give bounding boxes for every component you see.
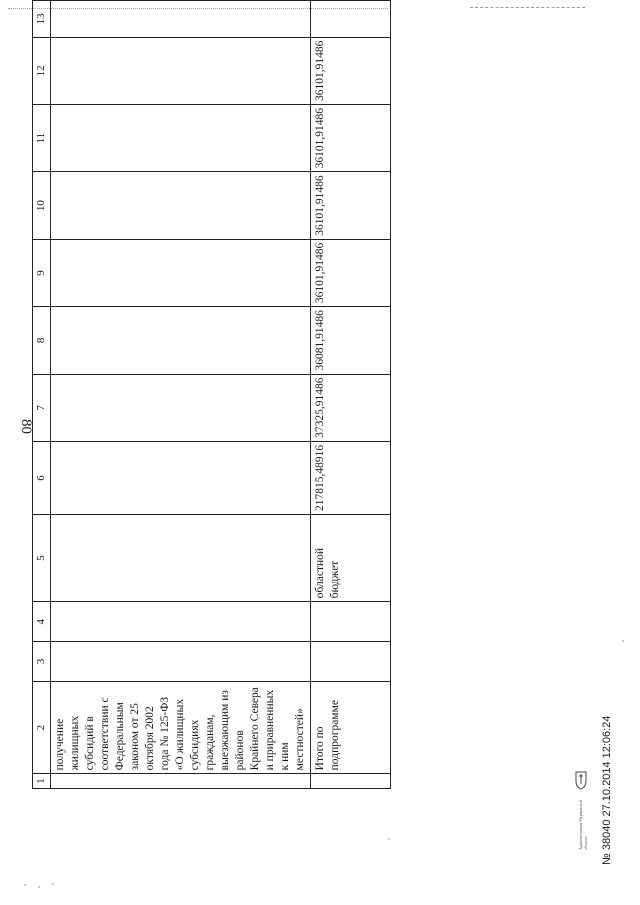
col-8-header: 8 (33, 307, 51, 374)
cell-amount: 36101,91486 (311, 105, 391, 172)
col-10-header: 10 (33, 172, 51, 239)
cell (51, 105, 311, 172)
cell-amount: 36101,91486 (311, 239, 391, 306)
cell-amount: 36101,91486 (311, 172, 391, 239)
cell-funding-source: областной бюджет (311, 515, 391, 602)
registration-stamp-area (596, 612, 613, 865)
col-12-header: 12 (33, 37, 51, 104)
table-row-total (311, 1, 391, 789)
page-number: 80 (18, 419, 34, 434)
org-mark: Администрация Мурманской области (578, 800, 588, 850)
cell (51, 515, 311, 602)
cell (51, 239, 311, 306)
scan-artifact-dot (622, 640, 624, 642)
cell (51, 37, 311, 104)
cell (51, 1, 311, 38)
header-row (33, 1, 51, 789)
table-row (51, 1, 311, 789)
scan-artifact-dot (38, 886, 40, 888)
col-7-header: 7 (33, 374, 51, 441)
col-9-header: 9 (33, 239, 51, 306)
cell-description: получение жилищных субсидий в соответствии с Федеральным законом от 25 октября 2002 года № 125-ФЗ «О жилищных субсидиях гражданам, выезжающим из районов Крайнего Севера и приравненных к ним местностей» (51, 681, 311, 773)
col-6-header: 6 (33, 441, 51, 514)
cell-amount: 36101,91486 (311, 37, 391, 104)
program-table (32, 0, 391, 789)
cell (51, 642, 311, 682)
cell (51, 374, 311, 441)
cell (311, 774, 391, 789)
cell (51, 774, 311, 789)
col-3-header: 3 (33, 642, 51, 682)
cell (51, 307, 311, 374)
cell-amount: 36081,91486 (311, 307, 391, 374)
cell (51, 441, 311, 514)
col-13-header: 13 (33, 1, 51, 38)
cell-amount: 37325,91486 (311, 374, 391, 441)
col-2-header: 2 (33, 681, 51, 773)
cell (311, 1, 391, 38)
cell (311, 642, 391, 682)
col-1-header: 1 (33, 774, 51, 789)
cell (51, 172, 311, 239)
cell (51, 602, 311, 642)
col-11-header: 11 (33, 105, 51, 172)
cell-amount: 217815,48916 (311, 441, 391, 514)
coat-of-arms-icon (574, 770, 588, 790)
scan-artifact-dot (388, 838, 390, 840)
col-4-header: 4 (33, 602, 51, 642)
cell-total-label: Итого по подпрограмме (311, 681, 391, 773)
registration-stamp: № 38040 27.10.2014 12:06:24 (601, 715, 613, 865)
cell (311, 602, 391, 642)
col-5-header: 5 (33, 515, 51, 602)
scan-artifact-dot (52, 883, 54, 885)
scan-artifact-dot (24, 884, 26, 886)
